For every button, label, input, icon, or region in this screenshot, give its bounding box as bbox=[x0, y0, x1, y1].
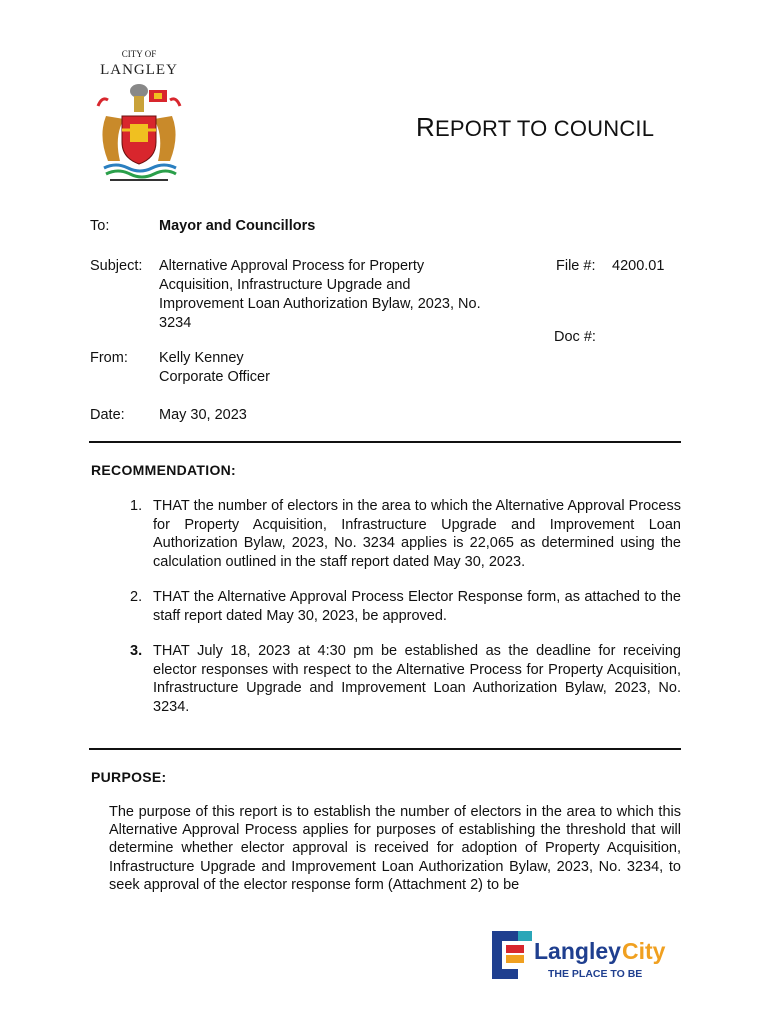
divider-rule bbox=[89, 441, 681, 443]
logo-word-city: City bbox=[622, 938, 666, 964]
from-name: Kelly Kenney bbox=[159, 350, 244, 366]
report-title-initial: R bbox=[416, 112, 435, 142]
logo-tagline: THE PLACE TO BE bbox=[548, 968, 643, 980]
langley-city-logo bbox=[490, 925, 680, 985]
recommendation-number: 1. bbox=[130, 498, 143, 514]
recommendation-item bbox=[130, 588, 681, 625]
logo-mark-teal bbox=[518, 931, 532, 941]
file-value: 4200.01 bbox=[612, 258, 665, 274]
report-title-rest: EPORT TO COUNCIL bbox=[434, 116, 655, 141]
to-label: To: bbox=[90, 218, 110, 234]
crest-figure bbox=[134, 96, 144, 112]
subject-label: Subject: bbox=[90, 258, 143, 274]
from-title: Corporate Officer bbox=[159, 369, 270, 385]
recommendation-text: THAT July 18, 2023 at 4:30 pm be established as the deadline for receiving elector responses with respect to the Alternative Process for Property Acquisition, Infrastructure Upgrade and Improvement Loan Authorization Bylaw, 2023, No. 3234. bbox=[153, 643, 681, 715]
recommendation-number: 2. bbox=[130, 589, 143, 605]
subject-line: Acquisition, Infrastructure Upgrade and bbox=[159, 277, 411, 293]
date-value: May 30, 2023 bbox=[159, 407, 247, 423]
recommendation-heading: RECOMMENDATION: bbox=[91, 462, 237, 478]
logo-word-langley: Langley bbox=[534, 938, 621, 964]
subject-line: 3234 bbox=[159, 315, 192, 331]
logo-mark-red bbox=[506, 945, 524, 953]
to-value: Mayor and Councillors bbox=[159, 218, 316, 234]
crest-top-text: CITY OF bbox=[121, 49, 157, 59]
recommendation-item bbox=[130, 642, 681, 716]
from-label: From: bbox=[90, 350, 128, 366]
recommendation-text: THAT the number of electors in the area to which the Alternative Approval Process for Property Acquisition, Infrastructure Upgrade and Improvement Loan Authorization Bylaw, 2023, No. 3234 applies is 22,065 as determined using the calculation outlined in the staff report dated May 30, 2023. bbox=[153, 498, 681, 570]
crest-name-text: LANGLEY bbox=[100, 62, 178, 78]
crest-left-supporter bbox=[102, 116, 124, 161]
logo-mark-orange bbox=[506, 955, 524, 963]
subject-value bbox=[159, 257, 519, 333]
recommendation-text: THAT the Alternative Approval Process Elector Response form, as attached to the staff report dated May 30, 2023, be approved. bbox=[153, 589, 681, 624]
subject-line: Alternative Approval Process for Property bbox=[159, 258, 425, 274]
from-value bbox=[159, 349, 270, 387]
crest-right-supporter bbox=[154, 116, 176, 161]
crest-helm bbox=[130, 84, 148, 98]
file-label: File #: bbox=[556, 258, 596, 274]
recommendation-list bbox=[130, 497, 681, 733]
purpose-heading: PURPOSE: bbox=[91, 769, 167, 785]
purpose-text: The purpose of this report is to establish the number of electors in the area to which this Alternative Approval Process applies for purposes of establishing the threshold that will determine whether elector approval is received for adoption of Property Acquisition, Infrastructure Upgrade and Improvement Loan Authorization Bylaw, 2023, No. 3234, to seek approval of the elector response form (Attachment 2) to be bbox=[109, 804, 681, 893]
date-label: Date: bbox=[90, 407, 125, 423]
divider-rule bbox=[89, 748, 681, 750]
recommendation-item bbox=[130, 497, 681, 571]
recommendation-number: 3. bbox=[130, 643, 143, 659]
report-title bbox=[416, 112, 654, 143]
city-crest-logo bbox=[84, 46, 194, 196]
doc-label: Doc #: bbox=[554, 329, 596, 345]
subject-line: Improvement Loan Authorization Bylaw, 2023, No. bbox=[159, 296, 481, 312]
